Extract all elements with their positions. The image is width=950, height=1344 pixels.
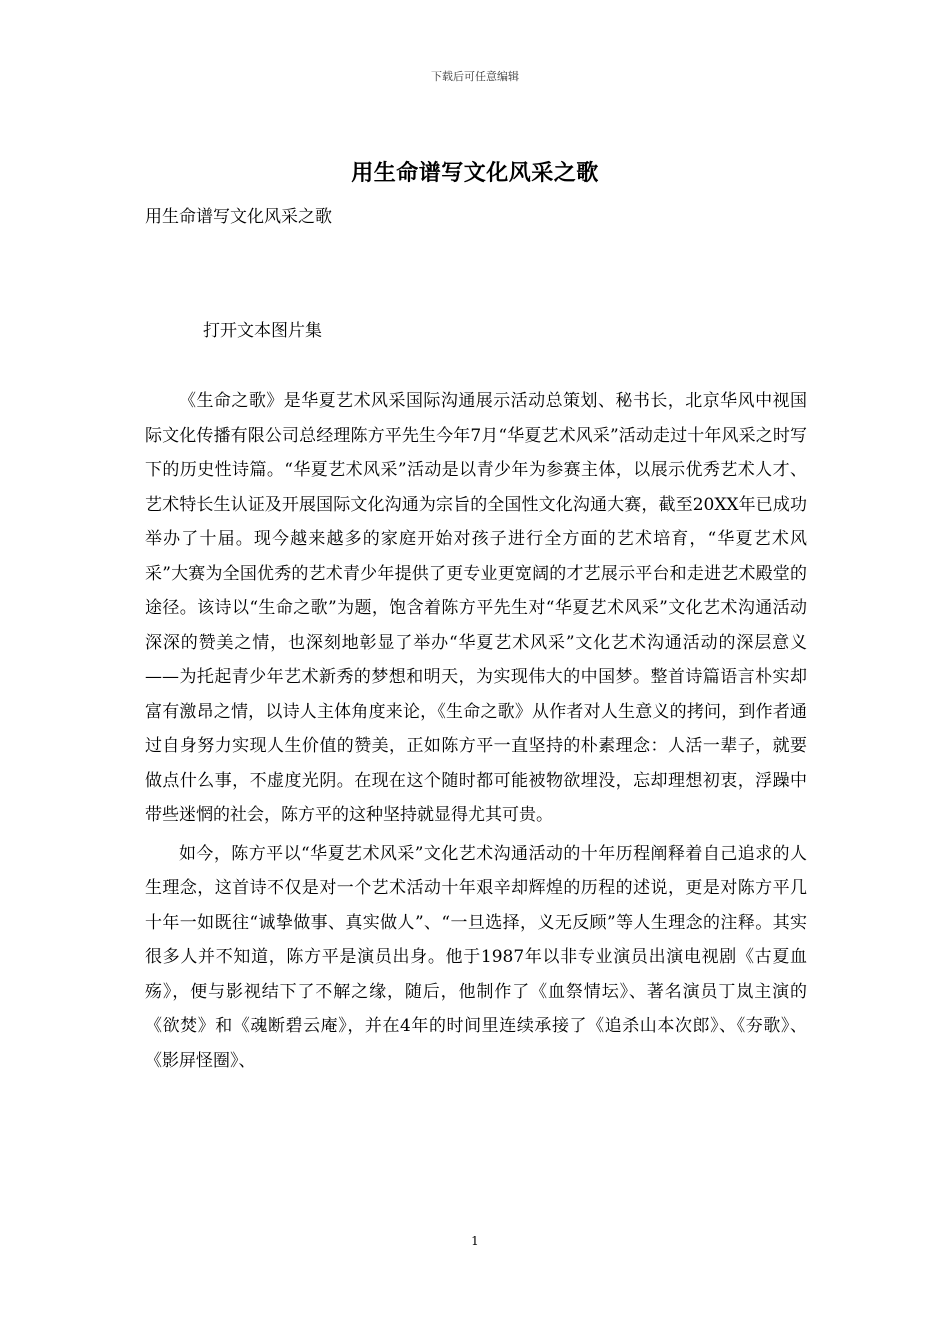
document-subtitle: 用生命谱写文化风采之歌 — [145, 207, 332, 227]
page-number: 1 — [471, 1234, 479, 1248]
header-note: 下载后可任意编辑 — [431, 70, 519, 83]
body-paragraph-1: 《生命之歌》是华夏艺术风采国际沟通展示活动总策划、秘书长，北京华风中视国际文化传播有限公司总经理陈方平先生今年7月“华夏艺术风采”活动走过十年风采之时写下的历史性诗篇。“华夏艺术风采”活动是以青少年为参赛主体，以展示优秀艺术人才、艺术特长生认证及开展国际文化沟通为宗旨的全国性文化沟通大赛，截至20XX年已成功举办了十届。现今越来越多的家庭开始对孩子进行全方面的艺术培育，“华夏艺术风采”大赛为全国优秀的艺术青少年提供了更专业更宽阔的才艺展示平台和走进艺术殿堂的途径。该诗以“生命之歌”为题，饱含着陈方平先生对“华夏艺术风采”文化艺术沟通活动深深的赞美之情，也深刻地彰显了举办“华夏艺术风采”文化艺术沟通活动的深层意义——为托起青少年艺术新秀的梦想和明天，为实现伟大的中国梦。整首诗篇语言朴实却富有激昂之情，以诗人主体角度来论，《生命之歌》从作者对人生意义的拷问，到作者通过自身努力实现人生价值的赞美，正如陈方平一直坚持的朴素理念：人活一辈子，就要做点什么事，不虚度光阴。在现在这个随时都可能被物欲埋没，忘却理想初衷，浮躁中带些迷惘的社会，陈方平的这种坚持就显得尤其可贵。 — [145, 391, 807, 825]
document-title: 用生命谱写文化风采之歌 — [351, 160, 599, 186]
open-gallery-link[interactable]: 打开文本图片集 — [203, 321, 322, 341]
document-body — [145, 384, 807, 1082]
body-paragraph-2: 如今，陈方平以“华夏艺术风采”文化艺术沟通活动的十年历程阐释着自己追求的人生理念，这首诗不仅是对一个艺术活动十年艰辛却辉煌的历程的述说，更是对陈方平几十年一如既往“诚挚做事、真实做人”、“一旦选择，义无反顾”等人生理念的注释。其实很多人并不知道，陈方平是演员出身。他于1987年以非专业演员出演电视剧《古夏血殇》，便与影视结下了不解之缘，随后，他制作了《血祭情坛》、著名演员丁岚主演的《欲焚》和《魂断碧云庵》，并在4年的时间里连续承接了《追杀山本次郎》、《夯歌》、《影屏怪圈》、 — [145, 843, 807, 1071]
